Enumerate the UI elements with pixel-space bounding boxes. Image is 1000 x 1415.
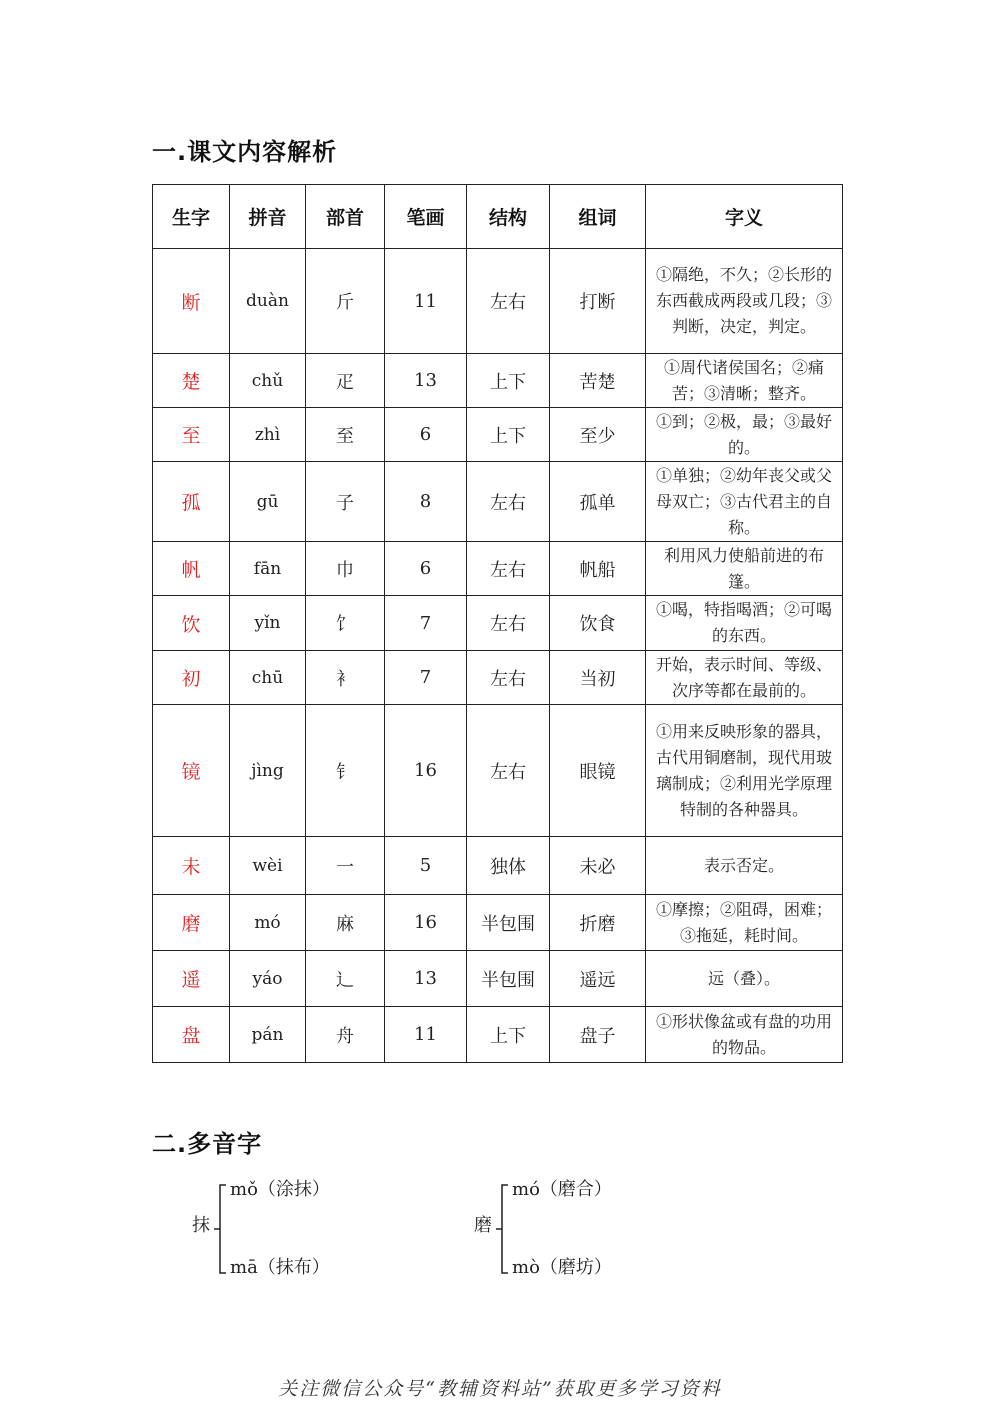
row-meaning: ①喝，特指喝酒；②可喝的东西。 (646, 596, 843, 651)
table-row (153, 408, 843, 462)
row-structure: 左右 (467, 596, 550, 651)
row-radical: 钅 (306, 705, 385, 837)
row-structure: 上下 (467, 408, 550, 462)
row-pinyin: zhì (230, 408, 306, 462)
row-char: 楚 (153, 354, 230, 408)
row-meaning: 利用风力使船前进的布篷。 (646, 542, 843, 596)
row-radical: 辶 (306, 951, 385, 1007)
row-strokes: 13 (385, 951, 467, 1007)
row-pinyin: chū (230, 651, 306, 705)
row-word: 帆船 (550, 542, 646, 596)
row-radical: 麻 (306, 895, 385, 951)
row-radical: 疋 (306, 354, 385, 408)
row-meaning: ①周代诸侯国名；②痛苦；③清晰；整齐。 (646, 354, 843, 408)
row-pinyin: jìng (230, 705, 306, 837)
polyphone-char: 磨 (474, 1215, 492, 1236)
row-radical: 衤 (306, 651, 385, 705)
row-meaning: ①隔绝，不久；②长形的东西截成两段或几段；③判断，决定，判定。 (646, 249, 843, 354)
row-pinyin: gū (230, 462, 306, 542)
bracket-icon (212, 1181, 232, 1277)
row-pinyin: pán (230, 1007, 306, 1063)
row-word: 盘子 (550, 1007, 646, 1063)
row-word: 孤单 (550, 462, 646, 542)
row-word: 当初 (550, 651, 646, 705)
row-char: 未 (153, 837, 230, 895)
header-meaning: 字义 (646, 185, 843, 249)
row-structure: 独体 (467, 837, 550, 895)
row-word: 眼镜 (550, 705, 646, 837)
row-structure: 左右 (467, 705, 550, 837)
row-meaning: ①用来反映形象的器具，古代用铜磨制，现代用玻璃制成；②利用光学原理特制的各种器具。 (646, 705, 843, 837)
row-pinyin: chǔ (230, 354, 306, 408)
row-char: 遥 (153, 951, 230, 1007)
polyphone-reading: mò（磨坊） (512, 1257, 612, 1278)
table-row (153, 895, 843, 951)
row-meaning: ①形状像盆或有盘的功用的物品。 (646, 1007, 843, 1063)
row-structure: 左右 (467, 462, 550, 542)
row-pinyin: yǐn (230, 596, 306, 651)
table-row (153, 837, 843, 895)
table-header-row (153, 185, 843, 249)
row-char: 盘 (153, 1007, 230, 1063)
header-word: 组词 (550, 185, 646, 249)
row-structure: 上下 (467, 354, 550, 408)
row-strokes: 6 (385, 542, 467, 596)
section-title-polyphones: 二.多音字 (152, 1130, 263, 1158)
table-row (153, 249, 843, 354)
row-char: 磨 (153, 895, 230, 951)
header-strokes: 笔画 (385, 185, 467, 249)
row-strokes: 5 (385, 837, 467, 895)
row-meaning: 远（叠）。 (646, 951, 843, 1007)
table-row (153, 596, 843, 651)
row-structure: 半包围 (467, 951, 550, 1007)
polyphone-reading: mā（抹布） (230, 1257, 330, 1278)
row-char: 初 (153, 651, 230, 705)
row-strokes: 8 (385, 462, 467, 542)
row-radical: 舟 (306, 1007, 385, 1063)
row-strokes: 6 (385, 408, 467, 462)
row-radical: 巾 (306, 542, 385, 596)
row-structure: 上下 (467, 1007, 550, 1063)
row-word: 苦楚 (550, 354, 646, 408)
row-word: 折磨 (550, 895, 646, 951)
polyphone-reading: mó（磨合） (512, 1179, 612, 1200)
polyphone-reading: mǒ（涂抹） (230, 1179, 330, 1200)
header-char: 生字 (153, 185, 230, 249)
row-meaning: ①到；②极，最；③最好的。 (646, 408, 843, 462)
polyphone-group (474, 1175, 674, 1285)
table-row (153, 462, 843, 542)
table-row (153, 1007, 843, 1063)
table-row (153, 354, 843, 408)
header-pinyin: 拼音 (230, 185, 306, 249)
table-row (153, 951, 843, 1007)
row-word: 遥远 (550, 951, 646, 1007)
row-strokes: 11 (385, 1007, 467, 1063)
row-radical: 斤 (306, 249, 385, 354)
row-char: 帆 (153, 542, 230, 596)
row-radical: 一 (306, 837, 385, 895)
row-meaning: ①摩擦；②阻碍，困难；③拖延，耗时间。 (646, 895, 843, 951)
header-structure: 结构 (467, 185, 550, 249)
row-structure: 左右 (467, 651, 550, 705)
row-radical: 子 (306, 462, 385, 542)
row-pinyin: wèi (230, 837, 306, 895)
polyphone-char: 抹 (192, 1215, 210, 1236)
header-radical: 部首 (306, 185, 385, 249)
row-char: 至 (153, 408, 230, 462)
row-pinyin: yáo (230, 951, 306, 1007)
row-strokes: 13 (385, 354, 467, 408)
section-title-analysis: 一.课文内容解析 (152, 138, 338, 166)
vocabulary-table (152, 184, 843, 1063)
bracket-icon (494, 1181, 514, 1277)
row-strokes: 16 (385, 895, 467, 951)
row-char: 断 (153, 249, 230, 354)
row-meaning: 开始，表示时间、等级、次序等都在最前的。 (646, 651, 843, 705)
row-structure: 左右 (467, 542, 550, 596)
row-char: 镜 (153, 705, 230, 837)
row-pinyin: mó (230, 895, 306, 951)
row-word: 至少 (550, 408, 646, 462)
row-pinyin: fān (230, 542, 306, 596)
table-row (153, 651, 843, 705)
row-radical: 饣 (306, 596, 385, 651)
table-row (153, 705, 843, 837)
row-radical: 至 (306, 408, 385, 462)
table-row (153, 542, 843, 596)
row-structure: 左右 (467, 249, 550, 354)
row-strokes: 16 (385, 705, 467, 837)
row-meaning: 表示否定。 (646, 837, 843, 895)
row-char: 饮 (153, 596, 230, 651)
row-strokes: 7 (385, 651, 467, 705)
row-char: 孤 (153, 462, 230, 542)
row-structure: 半包围 (467, 895, 550, 951)
row-word: 未必 (550, 837, 646, 895)
row-word: 打断 (550, 249, 646, 354)
row-pinyin: duàn (230, 249, 306, 354)
row-strokes: 11 (385, 249, 467, 354)
footer-watermark: 关注微信公众号“教辅资料站”获取更多学习资料 (278, 1378, 722, 1400)
polyphone-group (192, 1175, 392, 1285)
row-strokes: 7 (385, 596, 467, 651)
row-meaning: ①单独；②幼年丧父或父母双亡；③古代君主的自称。 (646, 462, 843, 542)
row-word: 饮食 (550, 596, 646, 651)
